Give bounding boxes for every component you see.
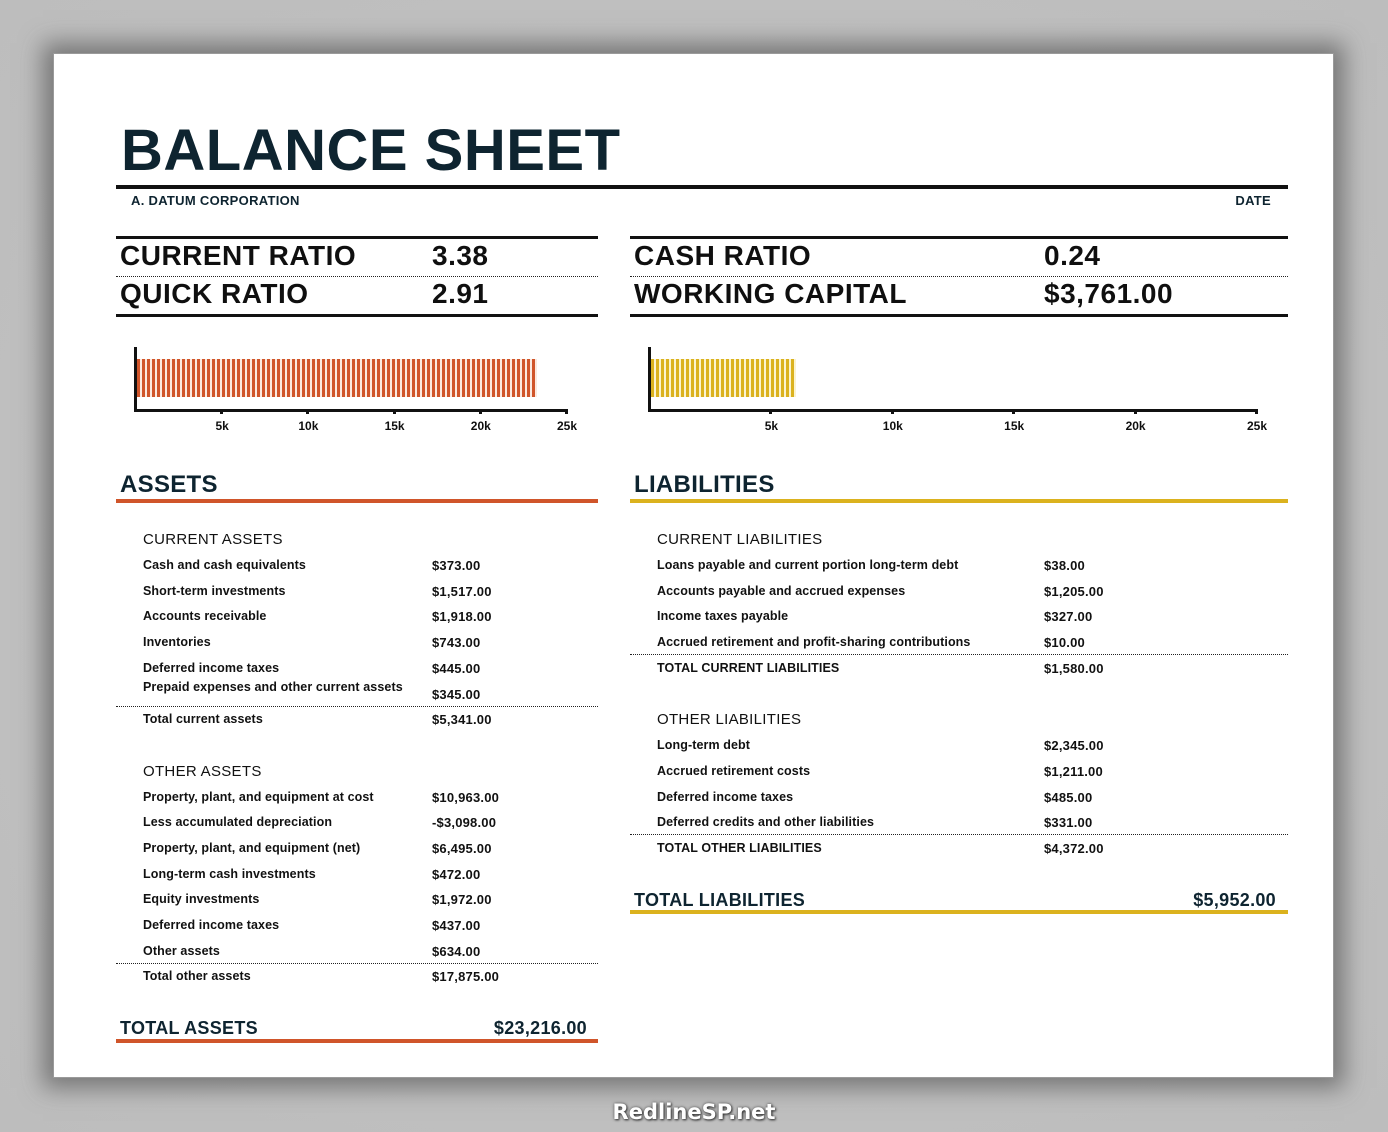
- x-tick-label: 25k: [1246, 419, 1268, 433]
- kpi-label: QUICK RATIO: [120, 278, 309, 309]
- watermark: RedlineSP.net: [612, 1100, 776, 1124]
- page-title: BALANCE SHEET: [121, 118, 621, 183]
- asset-label: Property, plant, and equipment (net): [143, 841, 361, 855]
- x-tick: [891, 409, 894, 414]
- total-current-assets-label: Total current assets: [143, 712, 263, 726]
- liabilities-rule: [630, 499, 1288, 503]
- kpi-bottom-rule: [630, 314, 1288, 317]
- asset-label: Long-term cash investments: [143, 867, 316, 881]
- asset-value: $445.00: [432, 661, 481, 676]
- x-tick-label: 10k: [298, 419, 319, 433]
- kpi-label: CURRENT RATIO: [120, 240, 357, 271]
- asset-label: Property, plant, and equipment at cost: [143, 790, 374, 804]
- asset-label: Deferred income taxes: [143, 661, 280, 675]
- asset-label: Inventories: [143, 635, 211, 649]
- asset-value: $1,517.00: [432, 584, 492, 599]
- other-assets-heading: OTHER ASSETS: [143, 763, 262, 780]
- current-liabilities-heading: CURRENT LIABILITIES: [657, 531, 823, 548]
- liability-label: Long-term debt: [657, 738, 751, 752]
- liabilities-bar-chart: [648, 347, 1268, 437]
- kpi-value: $3,761.00: [1044, 278, 1174, 309]
- kpi-row-cash-ratio: [630, 236, 1288, 276]
- kpi-row-current-ratio: [116, 236, 598, 276]
- asset-value: -$3,098.00: [432, 815, 497, 830]
- asset-value: $472.00: [432, 867, 481, 882]
- x-tick: [1134, 409, 1137, 414]
- date-label: DATE: [1235, 193, 1271, 208]
- total-other-assets-value: $17,875.00: [432, 969, 500, 984]
- asset-label: Other assets: [143, 944, 220, 958]
- liability-label: Deferred credits and other liabilities: [657, 815, 875, 829]
- total-assets-rule: [116, 1039, 598, 1043]
- assets-bar-chart: [134, 347, 578, 437]
- total-assets-label: TOTAL ASSETS: [120, 1018, 258, 1038]
- current-assets-heading: CURRENT ASSETS: [143, 531, 283, 548]
- kpi-label: WORKING CAPITAL: [634, 278, 907, 309]
- asset-value: $345.00: [432, 687, 481, 702]
- liability-label: Accounts payable and accrued expenses: [657, 584, 906, 598]
- liability-label: Loans payable and current portion long-term debt: [657, 558, 959, 572]
- x-axis: [134, 409, 568, 412]
- asset-value: $743.00: [432, 635, 481, 650]
- x-tick-label: 10k: [882, 419, 903, 433]
- ratios-left: [116, 236, 598, 317]
- total-liabilities-value: $5,952.00: [1193, 890, 1276, 910]
- total-liabilities-bar: [651, 359, 796, 397]
- x-tick: [769, 409, 772, 414]
- x-axis: [648, 409, 1258, 412]
- liability-value: $331.00: [1044, 815, 1093, 830]
- dotted-divider: [630, 834, 1288, 835]
- x-tick-label: 15k: [1004, 419, 1025, 433]
- total-liabilities-label: TOTAL LIABILITIES: [634, 890, 806, 910]
- company-name: A. DATUM CORPORATION: [131, 193, 300, 208]
- x-tick: [393, 409, 396, 414]
- x-tick: [1255, 409, 1258, 414]
- x-tick: [1012, 409, 1015, 414]
- total-current-liabilities-value: $1,580.00: [1044, 661, 1104, 676]
- x-tick: [565, 409, 568, 414]
- total-other-liabilities-value: $4,372.00: [1044, 841, 1104, 856]
- balance-sheet-page: [53, 53, 1334, 1078]
- total-other-assets-label: Total other assets: [143, 969, 251, 983]
- asset-value: $373.00: [432, 558, 481, 573]
- liability-value: $1,205.00: [1044, 584, 1104, 599]
- x-tick: [479, 409, 482, 414]
- other-liabilities-heading: OTHER LIABILITIES: [657, 711, 802, 728]
- kpi-value: 3.38: [432, 240, 489, 271]
- asset-label: Deferred income taxes: [143, 918, 280, 932]
- asset-value: $437.00: [432, 918, 481, 933]
- liability-label: Deferred income taxes: [657, 790, 794, 804]
- assets-heading: ASSETS: [120, 471, 218, 498]
- asset-label: Accounts receivable: [143, 609, 267, 623]
- kpi-value: 2.91: [432, 278, 489, 309]
- dotted-divider: [116, 706, 598, 707]
- total-other-liabilities-label: TOTAL OTHER LIABILITIES: [657, 841, 822, 855]
- asset-label: Less accumulated depreciation: [143, 815, 333, 829]
- total-current-assets-value: $5,341.00: [432, 712, 492, 727]
- x-tick-label: 15k: [384, 419, 405, 433]
- kpi-label: CASH RATIO: [634, 240, 812, 271]
- asset-value: $6,495.00: [432, 841, 492, 856]
- liability-value: $485.00: [1044, 790, 1093, 805]
- liability-value: $327.00: [1044, 609, 1093, 624]
- liability-label: Accrued retirement and profit-sharing contributions: [657, 635, 971, 649]
- asset-value: $1,972.00: [432, 892, 492, 907]
- asset-label: Equity investments: [143, 892, 260, 906]
- asset-label: Short-term investments: [143, 584, 286, 598]
- liability-label: Income taxes payable: [657, 609, 789, 623]
- liability-value: $1,211.00: [1044, 764, 1103, 779]
- asset-label: Prepaid expenses and other current assets: [143, 680, 403, 694]
- total-assets-bar: [137, 359, 537, 397]
- total-liabilities-rule: [630, 910, 1288, 914]
- liability-label: Accrued retirement costs: [657, 764, 811, 778]
- liability-value: $2,345.00: [1044, 738, 1104, 753]
- kpi-row-quick-ratio: [116, 276, 598, 314]
- asset-value: $1,918.00: [432, 609, 492, 624]
- kpi-value: 0.24: [1044, 240, 1101, 271]
- kpi-bottom-rule: [116, 314, 598, 317]
- x-tick-label: 20k: [1125, 419, 1146, 433]
- liability-value: $38.00: [1044, 558, 1085, 573]
- liabilities-heading: LIABILITIES: [634, 471, 775, 498]
- liability-value: $10.00: [1044, 635, 1085, 650]
- x-tick-label: 20k: [470, 419, 491, 433]
- dotted-divider: [630, 654, 1288, 655]
- x-tick: [306, 409, 309, 414]
- kpi-row-working-capital: [630, 276, 1288, 314]
- total-assets-value: $23,216.00: [493, 1018, 587, 1038]
- asset-value: $10,963.00: [432, 790, 500, 805]
- ratios-right: [630, 236, 1288, 317]
- assets-rule: [116, 499, 598, 503]
- total-current-liabilities-label: TOTAL CURRENT LIABILITIES: [657, 661, 840, 675]
- x-tick-label: 5k: [764, 419, 779, 433]
- x-tick-label: 5k: [215, 419, 229, 433]
- asset-label: Cash and cash equivalents: [143, 558, 306, 572]
- asset-value: $634.00: [432, 944, 481, 959]
- dotted-divider: [116, 963, 598, 964]
- x-tick-label: 25k: [556, 419, 578, 433]
- title-rule: [116, 185, 1288, 189]
- x-tick: [220, 409, 223, 414]
